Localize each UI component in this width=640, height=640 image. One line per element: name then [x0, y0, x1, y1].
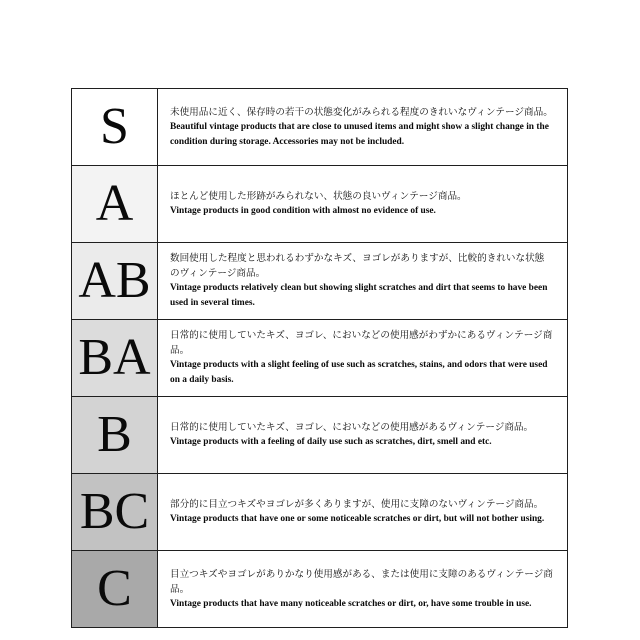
table-body — [72, 89, 568, 628]
table-row — [72, 397, 568, 474]
description-english: Vintage products relatively clean but showing slight scratches and dirt that seems to have been used in several times. — [170, 283, 548, 308]
description-japanese: 数回使用した程度と思われるわずかなキズ、ヨゴレがありますが、比較的きれいな状態のヴィンテージ商品。 — [170, 253, 545, 279]
grade-cell — [72, 320, 158, 397]
description-japanese: 部分的に目立つキズやヨゴレが多くありますが、使用に支障のないヴィンテージ商品。 — [170, 499, 544, 510]
grade-label: BA — [78, 329, 151, 386]
description-cell — [158, 474, 568, 551]
description-cell — [158, 551, 568, 628]
grade-label: A — [95, 175, 134, 232]
description-cell — [158, 166, 568, 243]
description-japanese: 日常的に使用していたキズ、ヨゴレ、においなどの使用感があるヴィンテージ商品。 — [170, 422, 534, 433]
description-japanese: 目立つキズやヨゴレがありかなり使用感がある、または使用に支障のあるヴィンテージ商品。 — [170, 568, 553, 595]
grade-cell — [72, 89, 158, 166]
table-row — [72, 89, 568, 166]
table-row — [72, 320, 568, 397]
grade-cell — [72, 166, 158, 243]
table-row — [72, 474, 568, 551]
description-english: Vintage products that have many noticeable scratches or dirt, or, have some trouble in use. — [170, 598, 532, 609]
grade-label: B — [97, 406, 132, 463]
grade-cell — [72, 551, 158, 628]
grade-label: AB — [78, 252, 151, 309]
grade-cell — [72, 243, 158, 320]
grade-label: S — [100, 98, 129, 155]
description-english: Vintage products with a slight feeling of use such as scratches, stains, and odors that were used on a daily basis. — [170, 360, 548, 385]
description-english: Vintage products in good condition with almost no evidence of use. — [170, 206, 436, 216]
condition-grade-table — [71, 88, 568, 628]
table-row — [72, 551, 568, 628]
description-japanese: 日常的に使用していたキズ、ヨゴレ、においなどの使用感がわずかにあるヴィンテージ商品。 — [170, 330, 553, 356]
description-cell — [158, 397, 568, 474]
description-japanese: ほとんど使用した形跡がみられない、状態の良いヴィンテージ商品。 — [170, 191, 467, 202]
description-japanese: 未使用品に近く、保存時の若干の状態変化がみられる程度のきれいなヴィンテージ商品。 — [170, 106, 553, 118]
grade-label: C — [97, 560, 132, 617]
grade-label: BC — [79, 483, 150, 540]
description-cell — [158, 89, 568, 166]
description-cell — [158, 243, 568, 320]
description-cell — [158, 320, 568, 397]
description-english: Vintage products that have one or some noticeable scratches or dirt, but will not bother using. — [170, 514, 545, 524]
description-english: Vintage products with a feeling of daily use such as scratches, dirt, smell and etc. — [170, 437, 492, 447]
grade-cell — [72, 474, 158, 551]
table-row — [72, 166, 568, 243]
grade-cell — [72, 397, 158, 474]
description-english: Beautiful vintage products that are close to unused items and might show a slight change in the condition during storage. Accessories may not be included. — [170, 121, 549, 147]
table-row — [72, 243, 568, 320]
